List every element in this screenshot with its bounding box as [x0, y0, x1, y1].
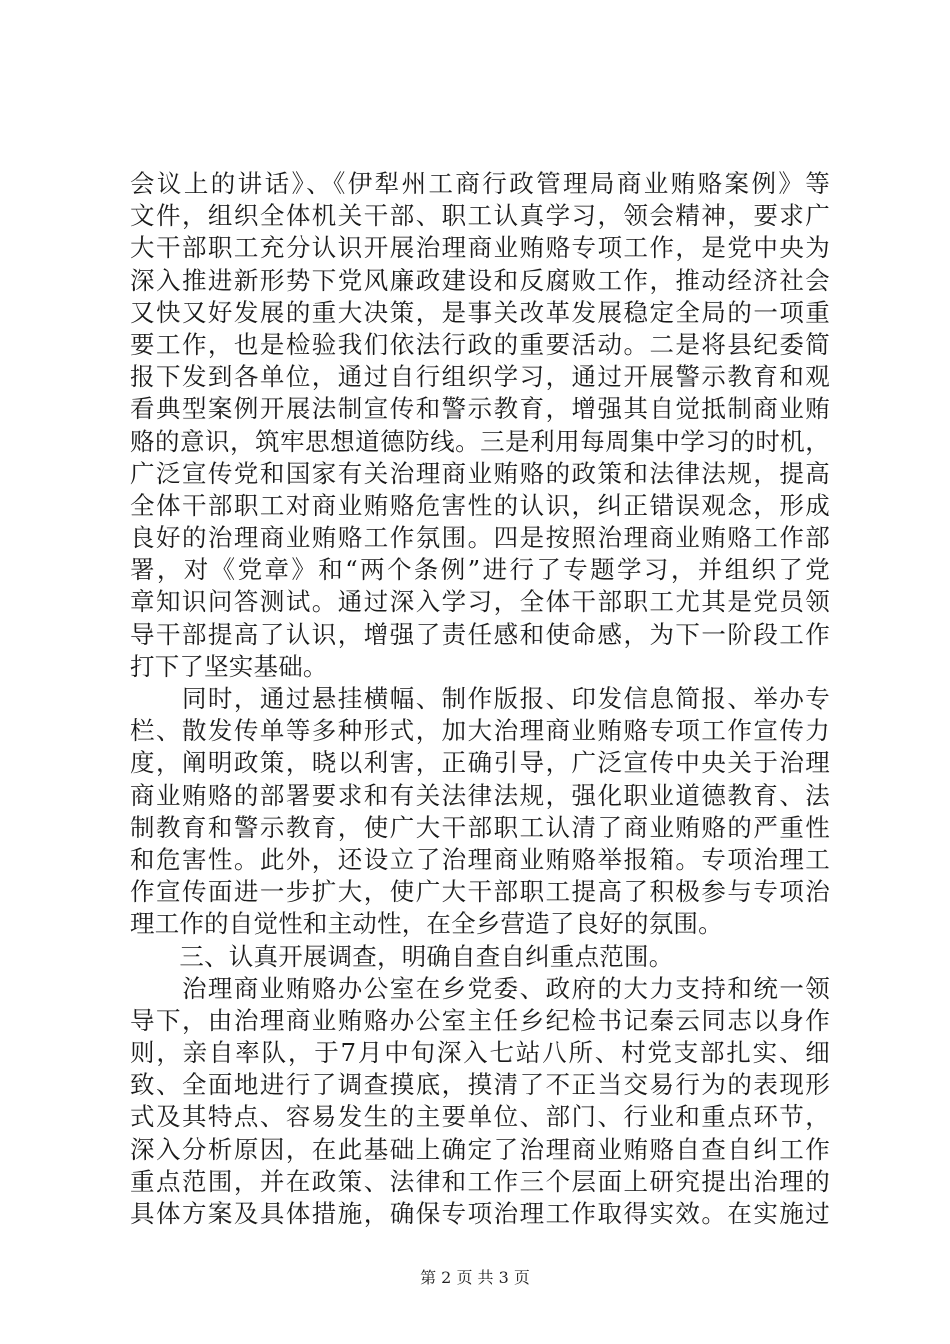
body-text-line: 广泛宣传党和国家有关治理商业贿赂的政策和法律法规，提高 — [130, 458, 830, 488]
body-text-line: 导下，由治理商业贿赂办公室主任乡纪检书记秦云同志以身作 — [130, 1005, 830, 1035]
body-text-line: 章知识问答测试。通过深入学习，全体干部职工尤其是党员领 — [130, 587, 830, 617]
body-text-line: 良好的治理商业贿赂工作氛围。四是按照治理商业贿赂工作部 — [130, 523, 830, 553]
body-text-line: 三、认真开展调查，明确自查自纠重点范围。 — [130, 941, 674, 971]
body-text-line: 文件，组织全体机关干部、职工认真学习，领会精神，要求广 — [130, 201, 830, 231]
body-text-line: 大干部职工充分认识开展治理商业贿赂专项工作，是党中央为 — [130, 233, 830, 263]
body-text-line: 深入分析原因，在此基础上确定了治理商业贿赂自查自纠工作 — [130, 1134, 830, 1164]
body-text-line: 度，阐明政策，晓以利害，正确引导，广泛宣传中央关于治理 — [130, 748, 830, 778]
body-text-line: 治理商业贿赂办公室在乡党委、政府的大力支持和统一领 — [130, 973, 830, 1003]
body-text-line: 式及其特点、容易发生的主要单位、部门、行业和重点环节， — [130, 1102, 830, 1132]
body-text-line: 具体方案及具体措施，确保专项治理工作取得实效。在实施过 — [130, 1199, 830, 1228]
body-text-line: 打下了坚实基础。 — [130, 651, 328, 681]
body-text-line: 制教育和警示教育，使广大干部职工认清了商业贿赂的严重性 — [130, 812, 830, 842]
body-text-line: 作宣传面进一步扩大，使广大干部职工提高了积极参与专项治 — [130, 877, 830, 907]
body-text-line: 则，亲自率队，于7月中旬深入七站八所、村党支部扎实、细 — [130, 1038, 830, 1068]
body-text-line: 理工作的自觉性和主动性，在全乡营造了良好的氛围。 — [130, 909, 723, 939]
body-text-line: 同时，通过悬挂横幅、制作版报、印发信息简报、举办专 — [130, 684, 830, 713]
body-text-line: 赂的意识，筑牢思想道德防线。三是利用每周集中学习的时机， — [130, 426, 830, 456]
body-text-line: 致、全面地进行了调查摸底，摸清了不正当交易行为的表现形 — [130, 1070, 830, 1100]
body-text-line: 导干部提高了认识，增强了责任感和使命感，为下一阶段工作 — [130, 619, 830, 649]
body-text-line: 署，对《党章》和“两个条例”进行了专题学习，并组织了党 — [130, 555, 830, 585]
body-text-line: 商业贿赂的部署要求和有关法律法规，强化职业道德教育、法 — [130, 780, 830, 810]
document-body — [130, 168, 830, 1230]
body-text-line: 又快又好发展的重大决策，是事关改革发展稳定全局的一项重 — [130, 297, 830, 327]
page-footer: 第 2 页 共 3 页 — [420, 1268, 530, 1287]
body-text-line: 报下发到各单位，通过自行组织学习，通过开展警示教育和观 — [130, 362, 830, 392]
body-text-line: 看典型案例开展法制宣传和警示教育，增强其自觉抵制商业贿 — [130, 394, 830, 424]
body-text-line: 重点范围，并在政策、法律和工作三个层面上研究提出治理的 — [130, 1166, 830, 1196]
body-text-line: 和危害性。此外，还设立了治理商业贿赂举报箱。专项治理工 — [130, 844, 830, 874]
body-text-line: 会议上的讲话》、《伊犁州工商行政管理局商业贿赂案例》等 — [130, 169, 830, 198]
body-text-line: 全体干部职工对商业贿赂危害性的认识，纠正错误观念，形成 — [130, 490, 830, 520]
body-text-line: 深入推进新形势下党风廉政建设和反腐败工作，推动经济社会 — [130, 265, 830, 295]
body-text-line: 要工作，也是检验我们依法行政的重要活动。二是将县纪委简 — [130, 329, 830, 359]
body-text-line: 栏、散发传单等多种形式，加大治理商业贿赂专项工作宣传力 — [130, 716, 830, 746]
